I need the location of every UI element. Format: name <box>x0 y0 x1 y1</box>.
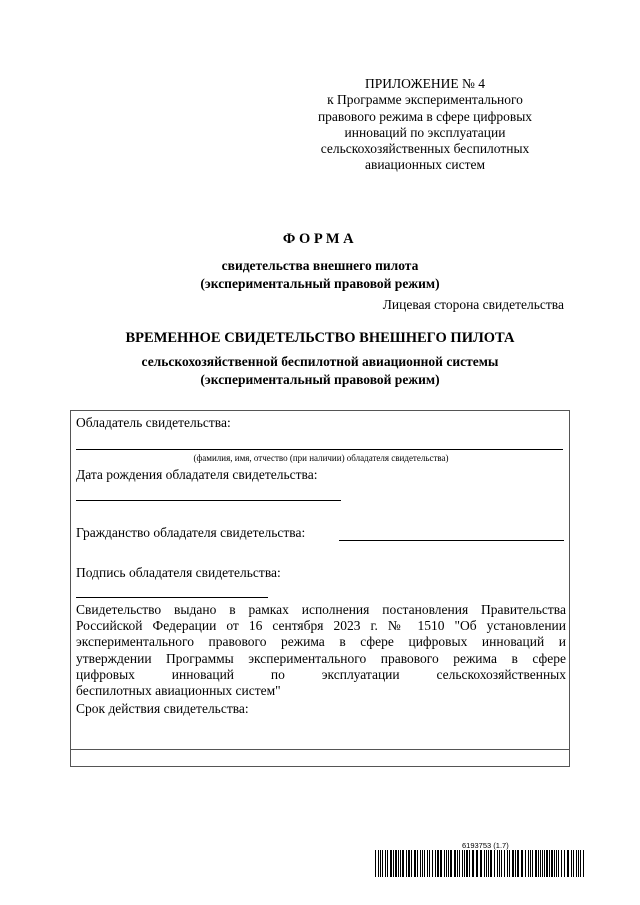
issuance-line: Российской Федерации от 16 сентября 2023 г. № 1510 "Об установлении <box>76 618 566 634</box>
certificate-subtitle-line: (экспериментальный правовой режим) <box>200 371 440 387</box>
issuance-paragraph <box>76 602 566 699</box>
citizenship-label: Гражданство обладателя свидетельства: <box>76 525 306 540</box>
certificate-subtitle-line: сельскохозяйственной беспилотной авиационной системы <box>141 354 499 369</box>
appendix-number: ПРИЛОЖЕНИЕ № 4 <box>364 76 486 91</box>
birth-date-label: Дата рождения обладателя свидетельства: <box>76 467 318 482</box>
appendix-line: правового режима в сфере цифровых <box>317 108 533 124</box>
certificate-form-box <box>70 410 570 767</box>
citizenship-line[interactable] <box>339 540 564 541</box>
form-subtitle-line: (экспериментальный правовой режим) <box>200 275 440 291</box>
form-divider <box>71 749 569 750</box>
holder-caption: (фамилия, имя, отчество (при наличии) обладателя свидетельства) <box>193 453 449 463</box>
form-subtitle <box>0 257 640 292</box>
side-note: Лицевая сторона свидетельства <box>382 297 564 312</box>
barcode-icon <box>375 850 585 877</box>
issuance-line: экспериментального правового режима в сфере цифровых инноваций и <box>76 634 566 650</box>
certificate-subtitle <box>0 353 640 388</box>
holder-label: Обладатель свидетельства: <box>76 415 231 430</box>
appendix-line: инноваций по эксплуатации <box>344 124 506 140</box>
signature-label: Подпись обладателя свидетельства: <box>76 565 281 580</box>
validity-label: Срок действия свидетельства: <box>76 701 249 716</box>
issuance-line: цифровых инноваций по эксплуатации сельскохозяйственных <box>76 666 566 682</box>
appendix-block <box>290 76 560 174</box>
appendix-line: сельскохозяйственных беспилотных <box>320 141 530 157</box>
birth-date-line[interactable] <box>76 500 341 501</box>
form-title: ФОРМА <box>282 231 358 247</box>
issuance-line: Свидетельство выдано в рамках исполнения постановления Правительства <box>76 602 566 617</box>
issuance-line: беспилотных авиационных систем" <box>76 683 281 699</box>
holder-name-line[interactable] <box>76 449 563 450</box>
certificate-title: ВРЕМЕННОЕ СВИДЕТЕЛЬСТВО ВНЕШНЕГО ПИЛОТА <box>125 330 515 346</box>
document-code: 6193753 (1.7) <box>462 841 509 850</box>
form-subtitle-line: свидетельства внешнего пилота <box>221 258 419 273</box>
appendix-line: авиационных систем <box>364 157 486 173</box>
appendix-line: к Программе экспериментального <box>327 92 523 108</box>
signature-line[interactable] <box>76 597 268 598</box>
issuance-line: утверждении Программы экспериментального правового режима в сфере <box>76 650 566 666</box>
